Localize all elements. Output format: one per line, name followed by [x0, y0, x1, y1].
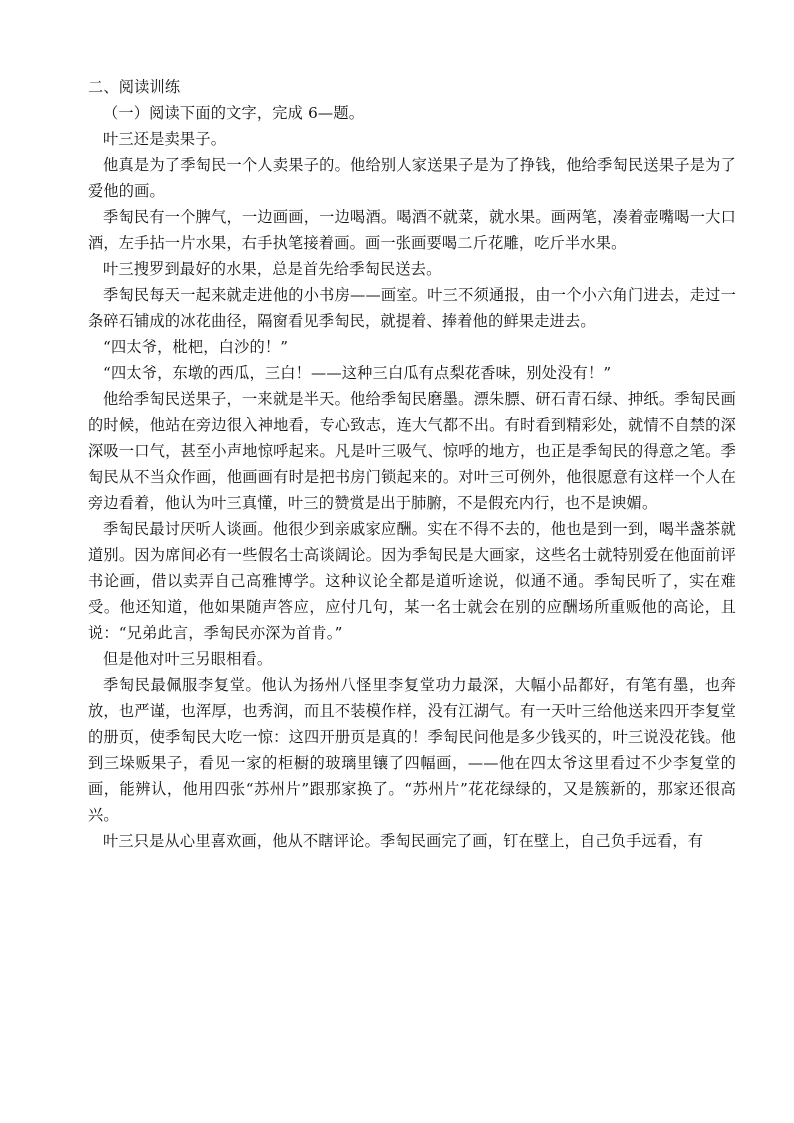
document-body	[88, 74, 736, 854]
paragraph: 季匋民最佩服李复堂。他认为扬州八怪里李复堂功力最深，大幅小品都好，有笔有墨，也奔放，也严谨，也浑厚，也秀润，而且不装模作样，没有江湖气。有一天叶三给他送来四开李复堂的册页，使季匋民大吃一惊：这四开册页是真的！季匋民问他是多少钱买的，叶三说没花钱。他到三垛贩果子，看见一家的柜橱的玻璃里镶了四幅画，——他在四太爷这里看过不少李复堂的画，能辨认，他用四张“苏州片”跟那家换了。“苏州片”花花绿绿的，又是簇新的，那家还很高兴。	[88, 676, 736, 824]
paragraph: 叶三只是从心里喜欢画，他从不瞎评论。季匋民画完了画，钉在壁上，自己负手远看，有	[103, 832, 704, 850]
paragraph: 但是他对叶三另眼相看。	[103, 650, 273, 668]
dialogue-line: “四太爷，枇杷，白沙的！”	[103, 338, 289, 356]
dialogue-line: “四太爷，东墩的西瓜，三白！——这种三白瓜有点梨花香味，别处没有！”	[103, 364, 612, 382]
section-heading: 二、阅读训练	[88, 78, 181, 96]
reading-instruction: （一）阅读下面的文字，完成 6—题。	[103, 104, 365, 122]
paragraph: 季匋民最讨厌听人谈画。他很少到亲戚家应酬。实在不得不去的，他也是到一到，喝半盏茶就道别。因为席间必有一些假名士高谈阔论。因为季匋民是大画家，这些名士就特别爱在他面前评书论画，借以卖弄自己高雅博学。这种议论全都是道听途说，似通不通。季匋民听了，实在难受。他还知道，他如果随声答应，应付几句，某一名士就会在别的应酬场所重贩他的高论，且说：“兄弟此言，季匋民亦深为首肯。”	[88, 520, 736, 642]
paragraph: 季匋民每天一起来就走进他的小书房——画室。叶三不须通报，由一个小六角门进去，走过一条碎石铺成的冰花曲径，隔窗看见季匋民，就提着、捧着他的鲜果走进去。	[88, 286, 736, 330]
paragraph: 季匋民有一个脾气，一边画画，一边喝酒。喝酒不就菜，就水果。画两笔，凑着壶嘴喝一大口酒，左手拈一片水果，右手执笔接着画。画一张画要喝二斤花雕，吃斤半水果。	[88, 208, 736, 252]
paragraph: 他给季匋民送果子，一来就是半天。他给季匋民磨墨。漂朱膘、研石青石绿、抻纸。季匋民画的时候，他站在旁边很入神地看，专心致志，连大气都不出。有时看到精彩处，就情不自禁的深深吸一口气，甚至小声地惊呼起来。凡是叶三吸气、惊呼的地方，也正是季匋民的得意之笔。季匋民从不当众作画，他画画有时是把书房门锁起来的。对叶三可例外，他很愿意有这样一个人在旁边看着，他认为叶三真懂，叶三的赞赏是出于肺腑，不是假充内行，也不是谀媚。	[88, 390, 736, 512]
paragraph: 他真是为了季匋民一个人卖果子的。他给别人家送果子是为了挣钱，他给季匋民送果子是为了爱他的画。	[88, 156, 736, 200]
paragraph: 叶三还是卖果子。	[103, 130, 227, 148]
paragraph: 叶三搜罗到最好的水果，总是首先给季匋民送去。	[103, 260, 442, 278]
